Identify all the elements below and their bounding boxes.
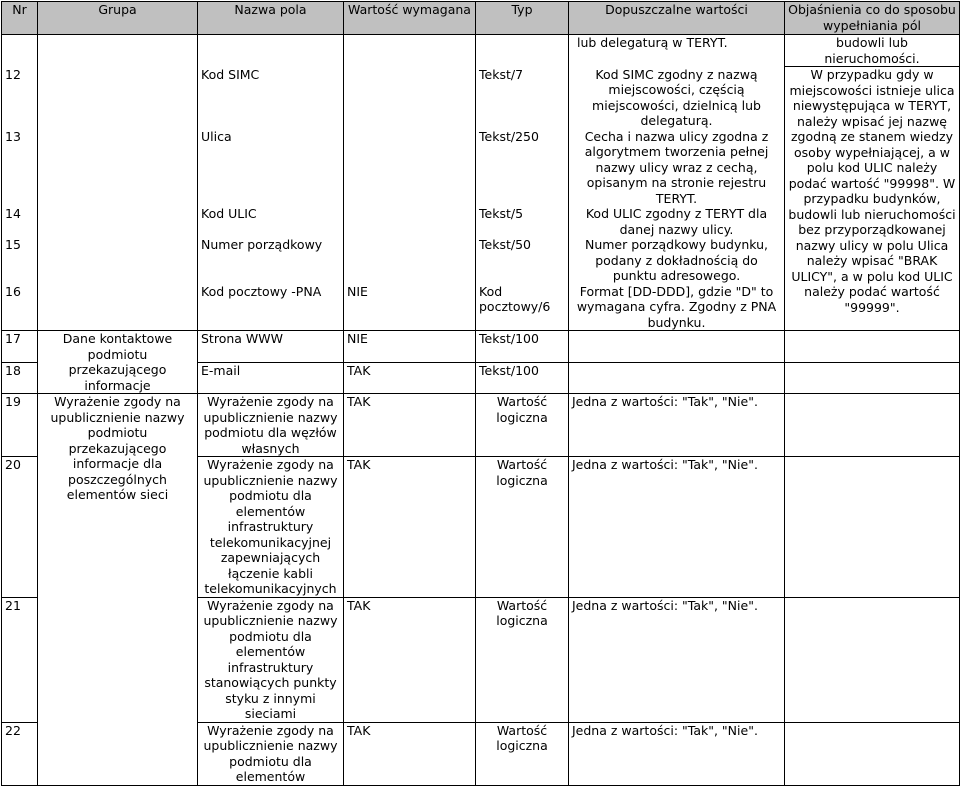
header-notes: Objaśnienia co do sposobu wypełniania pól (785, 2, 960, 35)
field-required: NIE (344, 284, 476, 331)
header-nr: Nr (2, 2, 38, 35)
field-name: Strona WWW (198, 331, 344, 363)
row-nr: 17 (2, 331, 38, 363)
field-required: TAK (344, 362, 476, 394)
allowed-values: Numer porządkowy budynku, podany z dokładnością do punktu adresowego. (569, 237, 785, 284)
field-type: Wartość logiczna (476, 457, 569, 598)
field-name: Ulica (198, 129, 344, 207)
field-type: Wartość logiczna (476, 597, 569, 722)
group-name: Wyrażenie zgody na upublicznienie nazwy podmiotu przekazującego informacje dla poszczególnych elementów sieci (38, 394, 198, 786)
field-name: Wyrażenie zgody na upublicznienie nazwy podmiotu dla węzłów własnych (198, 394, 344, 457)
table-row (2, 331, 960, 363)
allowed-values: Cecha i nazwa ulicy zgodna z algorytmem tworzenia pełnej nazwy ulicy wraz z cechą, opisanym na stronie rejestru TERYT. (569, 129, 785, 207)
field-name: Kod pocztowy -PNA (198, 284, 344, 331)
field-type: Wartość logiczna (476, 394, 569, 457)
row-nr: 15 (2, 237, 38, 284)
allowed-values: Kod ULIC zgodny z TERYT dla danej nazwy ulicy. (569, 206, 785, 237)
field-required: TAK (344, 457, 476, 598)
row-nr: 22 (2, 722, 38, 785)
field-required: NIE (344, 331, 476, 363)
row-nr: 19 (2, 394, 38, 457)
header-required: Wartość wymagana (344, 2, 476, 35)
table-row (2, 67, 960, 129)
field-name: Wyrażenie zgody na upublicznienie nazwy podmiotu dla elementów infrastruktury stanowiących punkty styku z innymi sieciami (198, 597, 344, 722)
field-type: Tekst/50 (476, 237, 569, 284)
field-required: TAK (344, 597, 476, 722)
row-nr: 12 (2, 67, 38, 129)
field-name: Wyrażenie zgody na upublicznienie nazwy podmiotu dla elementów (198, 722, 344, 785)
field-type: Wartość logiczna (476, 722, 569, 785)
row-nr: 16 (2, 284, 38, 331)
allowed-values: Jedna z wartości: "Tak", "Nie". (569, 597, 785, 722)
notes-continuation: budowli lub nieruchomości. (785, 35, 960, 67)
field-name: Numer porządkowy (198, 237, 344, 284)
row-nr: 21 (2, 597, 38, 722)
group-name: Dane kontaktowe podmiotu przekazującego informacje (38, 331, 198, 394)
row-nr: 14 (2, 206, 38, 237)
header-group: Grupa (38, 2, 198, 35)
allowed-values: Jedna z wartości: "Tak", "Nie". (569, 457, 785, 598)
header-field-name: Nazwa pola (198, 2, 344, 35)
document-page (1, 1, 959, 784)
field-required: TAK (344, 722, 476, 785)
header-type: Typ (476, 2, 569, 35)
row-nr: 18 (2, 362, 38, 394)
field-required: TAK (344, 394, 476, 457)
allowed-values: Kod SIMC zgodny z nazwą miejscowości, częścią miejscowości, dzielnicą lub delegaturą. (569, 67, 785, 129)
notes-text: W przypadku gdy w miejscowości istnieje ulica niewystępująca w TERYT, należy wpisać jej nazwę zgodną ze stanem wiedzy osoby wypełniającej, a w polu kod ULIC należy podać wartość "99998". W przypadku budynków, budowli lub nieruchomości bez przyporządkowanej nazwy ulicy w polu Ulica należy wpisać "BRAK ULICY", a w polu kod ULIC należy podać wartość "99999". (785, 67, 960, 331)
allowed-continuation: lub delegaturą w TERYT. (569, 35, 785, 67)
field-type: Tekst/5 (476, 206, 569, 237)
table-row (2, 35, 960, 67)
row-nr: 13 (2, 129, 38, 207)
allowed-values: Jedna z wartości: "Tak", "Nie". (569, 394, 785, 457)
field-name: E-mail (198, 362, 344, 394)
table-row (2, 394, 960, 457)
field-type: Tekst/100 (476, 362, 569, 394)
header-allowed-values: Dopuszczalne wartości (569, 2, 785, 35)
header-row (2, 2, 960, 35)
row-nr: 20 (2, 457, 38, 598)
field-type: Tekst/250 (476, 129, 569, 207)
allowed-values: Jedna z wartości: "Tak", "Nie". (569, 722, 785, 785)
field-name: Kod SIMC (198, 67, 344, 129)
field-type: Tekst/100 (476, 331, 569, 363)
field-type: Kod pocztowy/6 (476, 284, 569, 331)
fields-table (1, 1, 960, 786)
field-name: Wyrażenie zgody na upublicznienie nazwy podmiotu dla elementów infrastruktury telekomunikacyjnej zapewniających łączenie kabli telekomunikacyjnych (198, 457, 344, 598)
field-type: Tekst/7 (476, 67, 569, 129)
field-name: Kod ULIC (198, 206, 344, 237)
allowed-values: Format [DD-DDD], gdzie "D" to wymagana cyfra. Zgodny z PNA budynku. (569, 284, 785, 331)
